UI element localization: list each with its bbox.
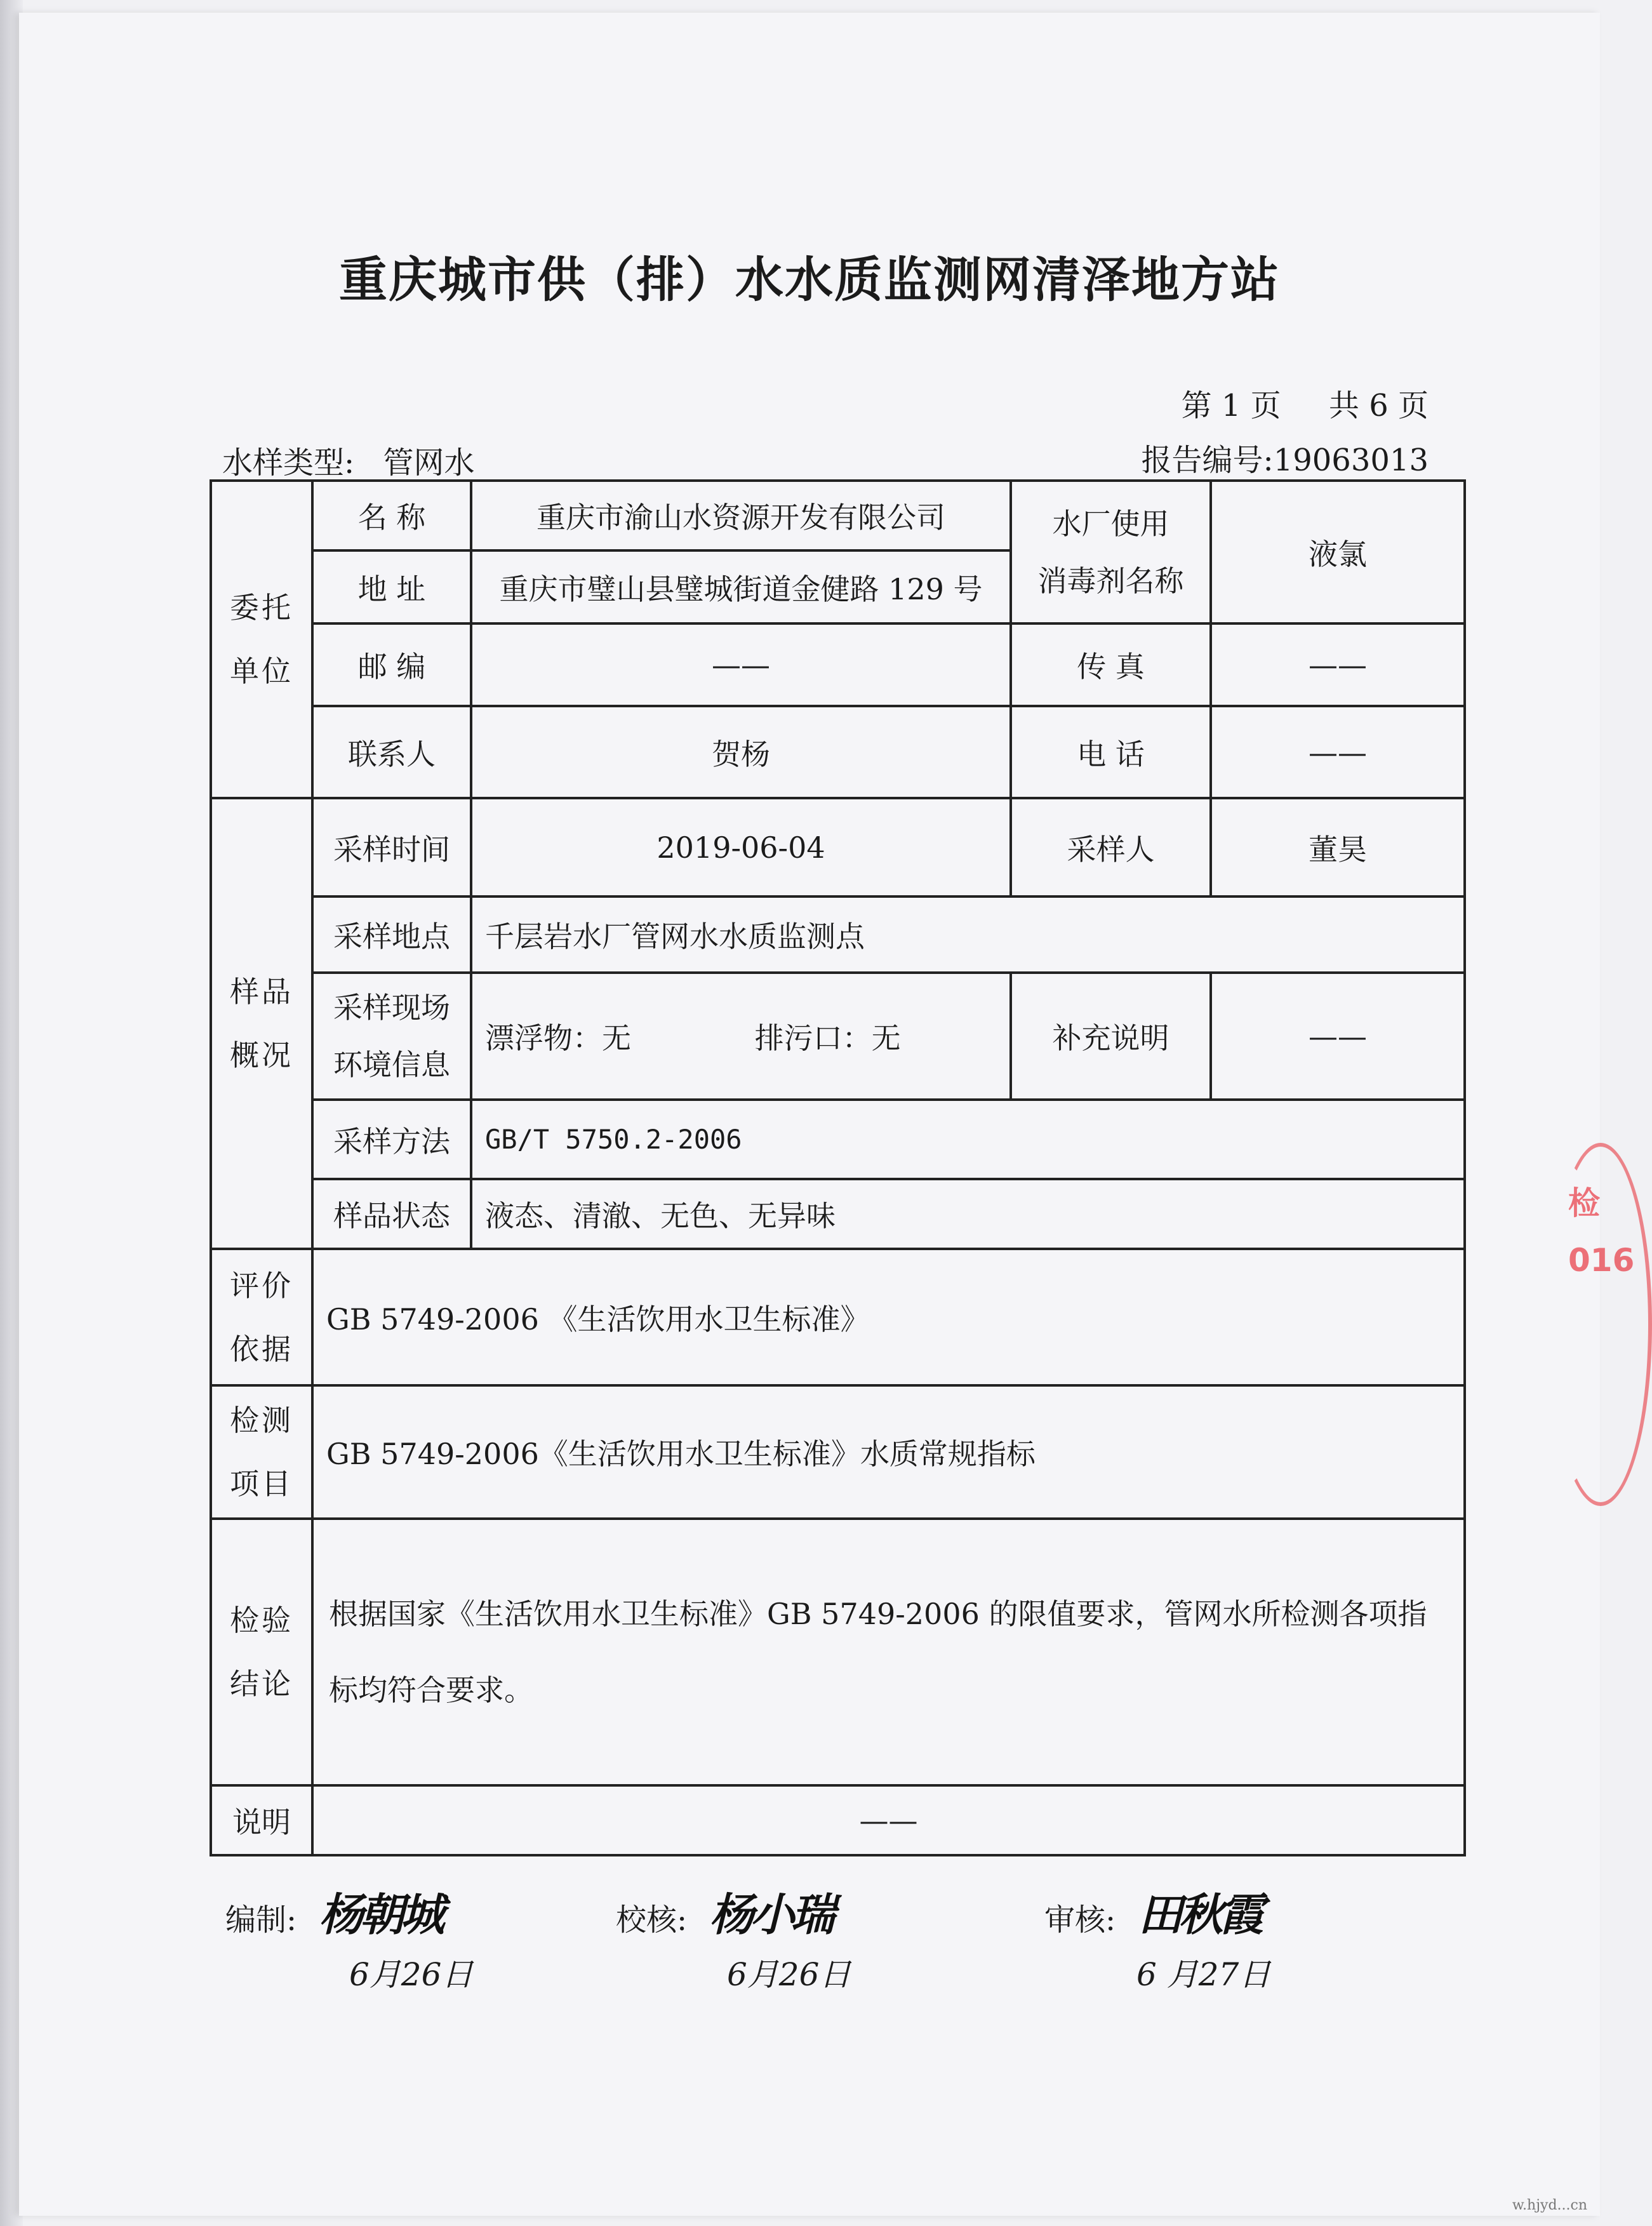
sample-state-row	[211, 1179, 1465, 1249]
sample-environment-row	[211, 973, 1465, 1100]
conclusion-value: 根据国家《生活饮用水卫生标准》GB 5749-2006 的限值要求，管网水所检测各项指标均符合要求。	[312, 1519, 1465, 1785]
report-form-table	[210, 479, 1466, 1856]
environment-value	[471, 973, 1011, 1100]
watermark: w.hjyd...cn	[1512, 2197, 1587, 2213]
floating-objects: 漂浮物：无	[485, 1021, 631, 1055]
items-row	[211, 1385, 1465, 1519]
contact-label: 联系人	[312, 706, 471, 798]
sampler-label: 采样人	[1011, 798, 1211, 896]
fax-label: 传 真	[1011, 623, 1211, 706]
seal-text: 检 016	[1568, 1185, 1635, 1279]
items-label: 检测 项目	[211, 1385, 312, 1519]
report-number	[1142, 436, 1429, 479]
sample-method-value: GB/T 5750.2-2006	[471, 1100, 1465, 1179]
checker-signature	[616, 1879, 831, 1943]
supplement-value: ——	[1211, 973, 1465, 1100]
disinfectant-value: 液氯	[1211, 481, 1465, 623]
sample-group-label: 样品 概况	[211, 798, 312, 1249]
document-title: 重庆城市供（排）水水质监测网清泽地方站	[339, 251, 1280, 308]
sample-type	[222, 438, 474, 482]
sample-state-value: 液态、清澈、无色、无异味	[471, 1179, 1465, 1249]
report-number-label: 报告编号:	[1141, 443, 1274, 478]
fax-value: ——	[1211, 623, 1465, 706]
contact-value: 贺杨	[471, 706, 1011, 798]
sample-location-value: 千层岩水厂管网水水质监测点	[471, 896, 1465, 973]
reviewer-label: 审核:	[1044, 1902, 1116, 1938]
client-address-value: 重庆市璧山县璧城街道金健路 129 号	[471, 550, 1011, 623]
client-contact-row	[211, 706, 1465, 798]
report-number-value: 19063013	[1273, 443, 1429, 478]
sample-time-label: 采样时间	[312, 798, 471, 896]
compiler-label: 编制:	[225, 1902, 297, 1938]
sample-type-label: 水样类型:	[222, 445, 355, 481]
phone-value: ——	[1211, 706, 1465, 798]
conclusion-label: 检验 结论	[211, 1519, 312, 1785]
postcode-label: 邮 编	[312, 623, 471, 706]
supplement-label: 补充说明	[1011, 973, 1211, 1100]
sample-time-value: 2019-06-04	[471, 798, 1011, 896]
sample-method-row	[211, 1100, 1465, 1179]
disinfectant-label: 水厂使用 消毒剂名称	[1011, 481, 1211, 623]
client-name-label: 名 称	[312, 481, 471, 550]
sampler-value: 董昊	[1211, 798, 1465, 896]
client-name-value: 重庆市渝山水资源开发有限公司	[471, 481, 1011, 550]
environment-label: 采样现场 环境信息	[312, 973, 471, 1100]
sample-location-label: 采样地点	[312, 896, 471, 973]
notes-label: 说明	[211, 1785, 312, 1855]
compiler-date: 6月26日	[349, 1956, 474, 1993]
sample-method-label: 采样方法	[312, 1100, 471, 1179]
sample-time-row	[211, 798, 1465, 896]
postcode-value: ——	[471, 623, 1011, 706]
evaluation-label: 评价 依据	[211, 1249, 312, 1385]
page-indicator	[1143, 381, 1429, 425]
phone-label: 电 话	[1011, 706, 1211, 798]
checker-label: 校核:	[616, 1902, 688, 1938]
items-value: GB 5749-2006《生活饮用水卫生标准》水质常规指标	[312, 1385, 1465, 1519]
compiler-name: 杨朝城	[319, 1889, 441, 1941]
sample-location-row	[211, 896, 1465, 973]
sample-state-label: 样品状态	[312, 1179, 471, 1249]
page-total: 共 6 页	[1328, 388, 1429, 423]
checker-name: 杨小瑞	[709, 1889, 832, 1941]
sewage-outfall: 排污口：无	[754, 1021, 901, 1055]
client-postcode-row	[211, 623, 1465, 706]
client-name-row	[211, 481, 1465, 550]
client-group-label: 委托 单位	[211, 481, 312, 798]
notes-row	[211, 1785, 1465, 1855]
sample-type-value: 管网水	[383, 445, 475, 481]
reviewer-date: 6 月27日	[1136, 1956, 1271, 1993]
reviewer-signature	[1044, 1879, 1260, 1943]
conclusion-row	[211, 1519, 1465, 1785]
evaluation-value: GB 5749-2006 《生活饮用水卫生标准》	[312, 1249, 1465, 1385]
reviewer-name: 田秋霞	[1138, 1889, 1260, 1941]
evaluation-row	[211, 1249, 1465, 1385]
page-number: 第 1 页	[1181, 388, 1281, 423]
notes-value: ——	[312, 1785, 1465, 1855]
client-address-label: 地 址	[312, 550, 471, 623]
compiler-signature	[225, 1879, 441, 1943]
checker-date: 6月26日	[727, 1956, 851, 1993]
